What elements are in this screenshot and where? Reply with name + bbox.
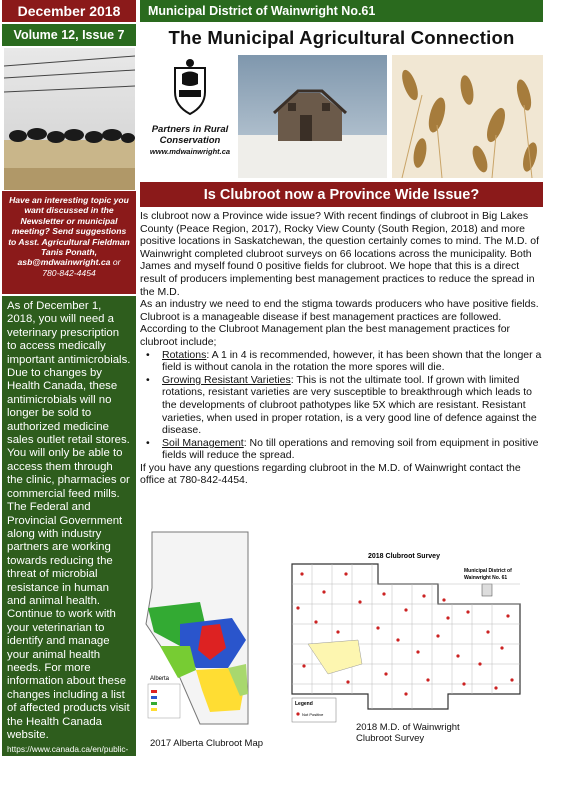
article-paragraph: As an industry we need to end the stigma towards producers who have positive fields. Clubroot is a manageable disease if best management practices are followed.	[140, 298, 539, 323]
bmp-item-rotations	[146, 349, 543, 374]
newsletter-title: The Municipal Agricultural Connection	[168, 27, 515, 48]
survey-map-org: Municipal District of	[464, 568, 512, 574]
bmp-list	[146, 349, 543, 462]
alberta-map-label: Alberta	[150, 676, 170, 682]
antimicrobial-paragraph: As of December 1, 2018, you will need a veterinary prescription to access medically important antimicrobials. Due to changes by Health Canada, these antimicrobials will no longer be sold to authorized medicine sales outlet retail stores. You will only be able to access them through the clinic, pharmacies or commercial feed mills.	[7, 300, 131, 500]
suggestion-box	[2, 191, 136, 294]
article-paragraph: If you have any questions regarding clubroot in the M.D. of Wainwright contact the office at 780-842-4454.	[140, 461, 521, 487]
antimicrobial-paragraph: The Federal and Provincial Government along with industry partners are working towards reducing the threat of microbial resistance in human and animal health.	[7, 501, 123, 607]
website-link[interactable]: www.mdwainwright.ca	[149, 147, 231, 156]
barn-photo	[238, 55, 387, 178]
issue-volume: Volume 12, Issue 7	[2, 24, 136, 46]
md-clubroot-survey-map	[288, 544, 530, 724]
survey-map-title: 2018 Clubroot Survey	[368, 553, 440, 560]
or-text: or	[112, 257, 121, 268]
suggestion-text: Have an interesting topic you want discussed in the Newsletter or municipal meeting? Send suggestions to Asst. Agricultural Fieldman Tanis Ponath,	[8, 195, 130, 258]
bmp-item-resistant-varieties	[146, 374, 543, 437]
bmp-term: Soil Management	[162, 436, 244, 449]
bmp-text: : This is not the ultimate tool. If grown with limited rotations, resistant varieties are very susceptible to breakthrough which leads to the developments of clubroot pathotypes like 5X which are resistant. Resistant varieties, when used in proper rotation, is a very good line of defence against the disease.	[162, 373, 537, 437]
alberta-clubroot-map	[140, 528, 278, 736]
article-paragraph: According to the Clubroot Management plan the best management practices for clubroot include;	[140, 323, 511, 348]
article-headline: Is Clubroot now a Province Wide Issue?	[140, 182, 543, 207]
contact-phone: 780-842-4454	[42, 267, 96, 278]
bmp-term: Growing Resistant Varieties	[162, 373, 291, 386]
partners-tagline: Partners in Rural Conservation	[151, 124, 229, 146]
right-map-caption	[356, 722, 460, 744]
district-name-bar: Municipal District of Wainwright No.61	[140, 0, 543, 22]
cattle-photo	[4, 48, 135, 190]
bmp-text: : A 1 in 4 is recommended, however, it has been shown that the longer a field is without canola in the rotation the more spores will die.	[162, 348, 542, 374]
bmp-item-soil-management	[146, 437, 543, 462]
survey-map-org: Wainwright No. 61	[464, 575, 508, 581]
bmp-term: Rotations	[162, 348, 207, 361]
partners-block	[140, 124, 240, 157]
left-map-caption: 2017 Alberta Clubroot Map	[150, 738, 264, 749]
antimicrobial-paragraph: Continue to work with your veterinarian to identify and manage your animal health needs. For more information about these changes including a list of affected products visit the Health Canada website.	[7, 608, 130, 741]
legend-title: Legend	[295, 701, 313, 707]
bmp-text: : No till operations and removing soil from equipment in positive fields will reduce the spread.	[162, 436, 539, 462]
legend-item: Not Positive	[302, 712, 324, 717]
right-map-caption-line: 2018 M.D. of Wainwright	[356, 722, 460, 733]
health-canada-link[interactable]: https://www.canada.ca/en/public-health/services/antibiotic-antimicrobial-resistance/animals/actions/responsible-use-antimicrobials.html	[7, 744, 130, 794]
right-map-caption-line: Clubroot Survey	[356, 733, 425, 744]
article-paragraph: Is clubroot now a Province wide issue? With recent findings of clubroot in Big Lakes County (Peace Region, 2017), Rocky View County (South Region, 2018) and more positive locations in Saskatchewan, the question certainly comes to mind. The M.D. of Wainwright completed clubroot surveys on 66 locations across the municipality. Both James and myself found 0 positive fields for clubroot. We hope that this is a direct result of producers implementing best management practices to reduce the spread in the M.D.	[140, 210, 540, 298]
wheat-photo	[392, 55, 543, 178]
contact-email[interactable]: asb@mdwainwright.ca	[17, 257, 111, 268]
md-crest-logo	[145, 58, 235, 118]
article-body	[140, 210, 543, 487]
issue-date: December 2018	[2, 0, 136, 22]
antimicrobial-notice	[2, 296, 136, 794]
